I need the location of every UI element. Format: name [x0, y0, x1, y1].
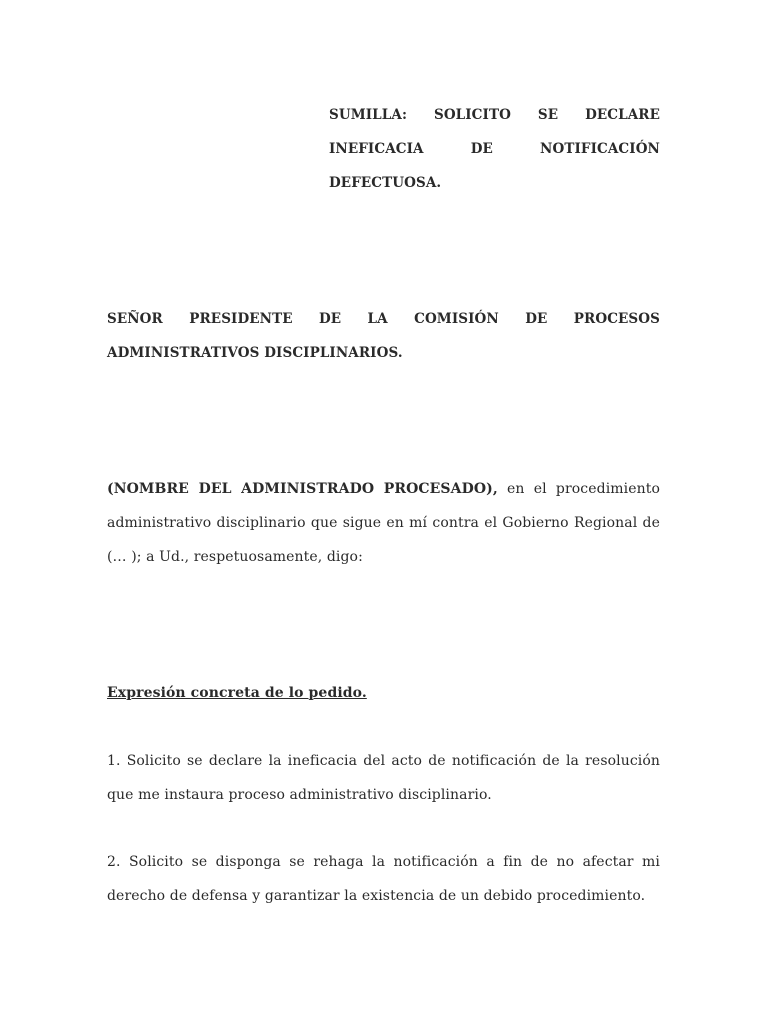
sumilla: SUMILLA: SOLICITO SE DECLARE INEFICACIA DE NOTIFICACIÓN DEFECTUOSA. [329, 107, 660, 191]
intro-paragraph [107, 472, 660, 574]
defendant-name: (NOMBRE DEL ADMINISTRADO PROCESADO), [107, 481, 498, 497]
request-item: 1. Solicito se declare la ineficacia del acto de notificación de la resolución que me instaura proceso administrativo disciplinario. [107, 753, 660, 803]
addressee: SEÑOR PRESIDENTE DE LA COMISIÓN DE PROCESOS ADMINISTRATIVOS DISCIPLINARIOS. [107, 311, 660, 361]
request-item: 2. Solicito se disponga se rehaga la notificación a fin de no afectar mi derecho de defensa y garantizar la existencia de un debido procedimiento. [107, 854, 660, 904]
section-heading: Expresión concreta de lo pedido. [107, 685, 367, 701]
intro-text: en el procedimiento administrativo disciplinario que sigue en mí contra el Gobierno Regional de (… ); a Ud., respetuosamente, digo: [107, 481, 660, 565]
